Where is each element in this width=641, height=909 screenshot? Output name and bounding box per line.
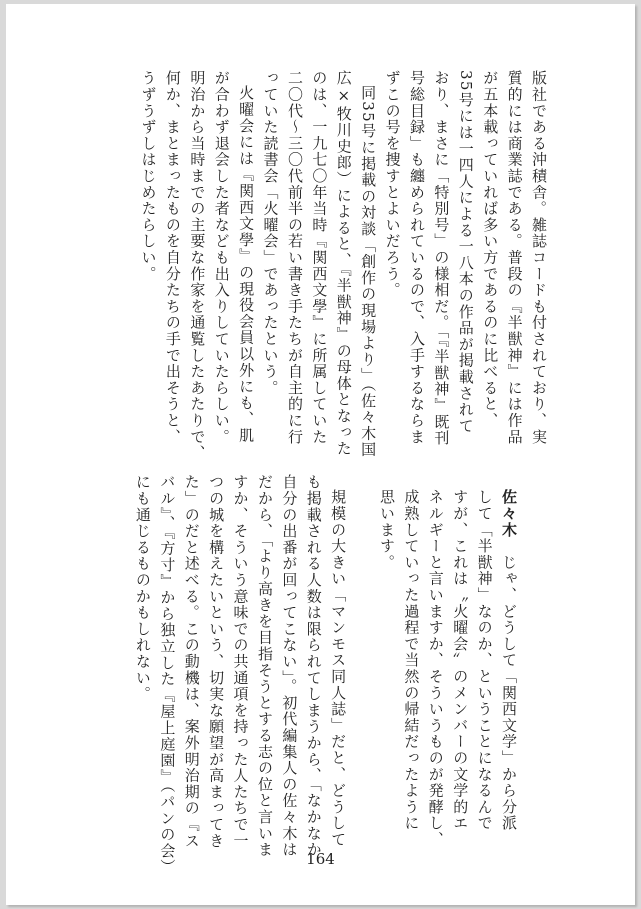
- text-column: ずこの号を捜すとよいだろう。: [383, 70, 402, 299]
- quote-column: すが、これは〝火曜会〟のメンバーの文学的エ: [451, 489, 470, 832]
- book-page: [6, 4, 635, 905]
- text-column: 35号には一四人による一八本の作品が掲載されて: [456, 70, 475, 434]
- quote-column: [497, 474, 521, 832]
- speaker-name: 佐々木: [500, 489, 518, 538]
- text-column: も掲載される人数は限られてしまうから、「なかなか: [304, 474, 323, 858]
- text-column: 二〇代〜三〇代前半の若い書き手たちが自主的に行: [285, 70, 304, 445]
- text-column: 広×牧川史郎）によると、『半獣神』の母体となった: [334, 70, 353, 457]
- text-column: バル』、『方寸』から独立した『屋上庭園』（パンの会）: [158, 474, 177, 876]
- text-column-paragraph-start: 火曜会には『関西文學』の現役会員以外にも、肌: [237, 85, 256, 444]
- text-column: が合わず退会した者なども出入りしていたらしい。: [212, 70, 231, 445]
- quote-text: じゃ、どうして「関西文学」から分派: [500, 554, 518, 832]
- column-gap: [350, 474, 374, 819]
- text-column: 質的には商業誌である。普段の『半獣神』には作品: [505, 70, 524, 445]
- text-column: た」のだと述べる。この動機は、案外明治期の『ス: [182, 474, 201, 849]
- text-column: つの城を構えたいという、切実な願望が高まってき: [207, 474, 226, 849]
- text-column: 自分の出番が回ってこない」。初代編集人の佐々木は: [280, 474, 299, 858]
- quote-column: 成熟していった過程で当然の帰結だったように: [402, 489, 421, 832]
- text-column: が五本載っていれば多い方であるのに比べると、: [481, 70, 500, 429]
- text-column: のは、一九七〇年当時『関西文學』に所属していた: [310, 70, 329, 445]
- text-column: っていた読書会「火曜会」であったという。: [261, 70, 280, 396]
- text-column: にも通じるものかもしれない。: [133, 474, 152, 703]
- text-column-paragraph-start: 同35号に掲載の対談「創作の現場より」（佐々木国: [359, 85, 378, 458]
- quote-column: して「半獣神」なのか、ということになるんで: [475, 489, 494, 832]
- top-text-tier: [91, 70, 551, 462]
- page-number: 164: [306, 850, 335, 868]
- quote-column: ネルギーと言いますか、そういうものが発酵し、: [426, 489, 445, 848]
- text-column: だから、「より高きを目指そうとする志の位と言いま: [255, 474, 274, 858]
- text-column: おり、まさに「特別号」の様相だ。「『半獣神』既刊: [432, 70, 451, 447]
- text-column: うずうずしはじめたらしい。: [139, 70, 158, 282]
- text-column-paragraph-start: 規模の大きい「マンモス同人誌」だと、どうして: [329, 489, 348, 848]
- text-column: 版社である沖積舎。雑誌コードも付されており、実: [530, 70, 548, 445]
- text-column: 号総目録」も纏められているので、入手するならま: [407, 70, 426, 445]
- quote-column: 思います。: [377, 489, 396, 571]
- text-column: 何か、まとまったものを自分たちの手で出そうと、: [163, 70, 182, 445]
- text-column: 明治から当時までの主要な作家を通覧したあたりで、: [188, 70, 207, 462]
- text-column: すか、そういう意味での共通項を持った人たちで一: [231, 474, 250, 849]
